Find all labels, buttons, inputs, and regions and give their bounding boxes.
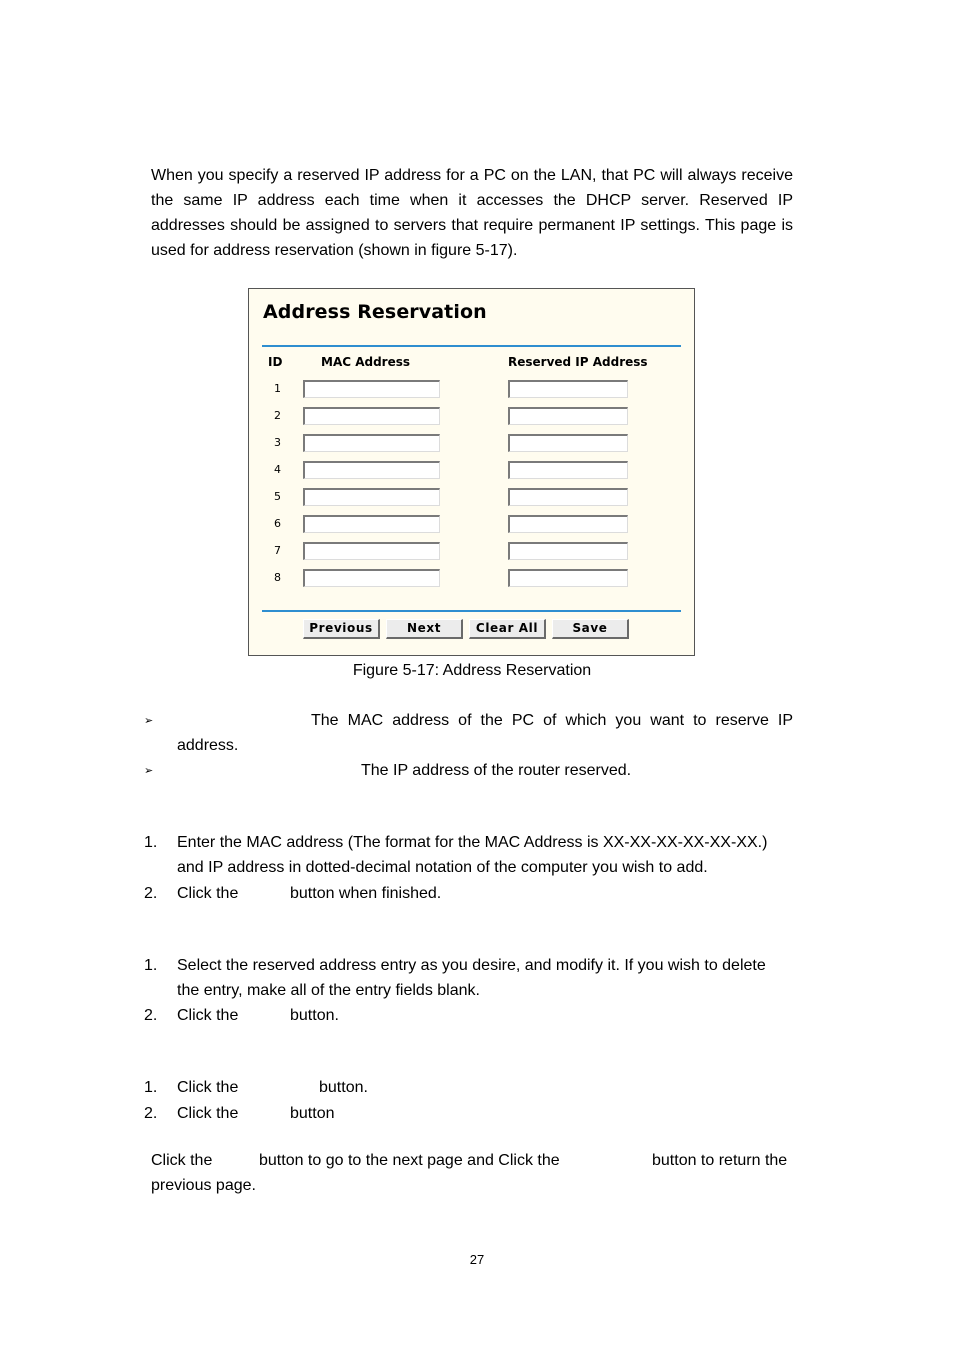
reserved-ip-field[interactable] <box>508 488 628 506</box>
reserved-ip-field[interactable] <box>508 434 628 452</box>
bottom-divider <box>262 610 681 612</box>
row-id: 2 <box>274 409 281 422</box>
modify-step-2-text: Click the <box>177 1007 239 1024</box>
add-step-1-text-cont: and IP address in dotted-decimal notation of the computer you wish to add. <box>177 859 708 876</box>
table-row <box>249 407 696 434</box>
column-header-id: ID <box>268 355 283 369</box>
row-id: 5 <box>274 490 281 503</box>
table-row <box>249 380 696 407</box>
delete-step-1-text: Click the <box>177 1079 239 1096</box>
mac-address-field[interactable] <box>303 542 440 560</box>
step-number: 2. <box>144 1105 158 1122</box>
bullet-mac-text-cont: address. <box>177 737 239 754</box>
column-header-ip: Reserved IP Address <box>508 355 648 369</box>
row-id: 7 <box>274 544 281 557</box>
mac-address-field[interactable] <box>303 569 440 587</box>
page-number: 27 <box>469 1252 485 1267</box>
bullet-arrow-icon: ➢ <box>144 715 154 727</box>
reserved-ip-field[interactable] <box>508 380 628 398</box>
intro-paragraph: When you specify a reserved IP address for a PC on the LAN, that PC will always receive the same IP address each time when it accesses the DHCP server. Reserved IP addresses should be assigned to servers that require permanent IP settings. This page is used for address reservation (shown in figure 5-17). <box>151 167 793 259</box>
bullet-ip-text: The IP address of the router reserved. <box>361 762 632 779</box>
row-id: 4 <box>274 463 281 476</box>
next-button[interactable]: Next <box>386 619 463 639</box>
mac-address-field[interactable] <box>303 407 440 425</box>
column-header-mac: MAC Address <box>321 355 411 369</box>
reserved-ip-field[interactable] <box>508 407 628 425</box>
panel-title: Address Reservation <box>263 301 487 323</box>
address-reservation-panel <box>248 288 695 656</box>
mac-address-field[interactable] <box>303 380 440 398</box>
table-row <box>249 434 696 461</box>
reserved-ip-field[interactable] <box>508 515 628 533</box>
table-row <box>249 515 696 542</box>
bullet-mac-text: The MAC address of the PC of which you want to reserve IP <box>311 712 793 729</box>
top-divider <box>262 345 681 347</box>
figure-caption: Figure 5-17: Address Reservation <box>352 662 592 679</box>
step-number: 1. <box>144 834 158 851</box>
step-number: 1. <box>144 1079 158 1096</box>
nav-text-middle: button to go to the next page and Click the <box>259 1152 560 1169</box>
reserved-ip-field[interactable] <box>508 542 628 560</box>
reserved-ip-field[interactable] <box>508 461 628 479</box>
modify-step-1-text: Select the reserved address entry as you desire, and modify it. If you wish to delete <box>177 957 766 974</box>
step-number: 1. <box>144 957 158 974</box>
nav-text-end: button to return the <box>652 1152 788 1169</box>
row-id: 8 <box>274 571 281 584</box>
save-button[interactable]: Save <box>552 619 629 639</box>
row-id: 3 <box>274 436 281 449</box>
table-row <box>249 488 696 515</box>
mac-address-field[interactable] <box>303 434 440 452</box>
step-number: 2. <box>144 885 158 902</box>
clear-all-button[interactable]: Clear All <box>469 619 546 639</box>
nav-text-cont: previous page. <box>151 1177 256 1194</box>
mac-address-field[interactable] <box>303 461 440 479</box>
delete-step-1-text-end: button. <box>319 1079 368 1096</box>
add-step-2-text-end: button when finished. <box>290 885 442 902</box>
mac-address-field[interactable] <box>303 515 440 533</box>
delete-step-2-text: Click the <box>177 1105 239 1122</box>
modify-step-1-text-cont: the entry, make all of the entry fields blank. <box>177 982 480 999</box>
reserved-ip-field[interactable] <box>508 569 628 587</box>
table-row <box>249 461 696 488</box>
previous-button[interactable]: Previous <box>303 619 380 639</box>
table-row <box>249 569 696 596</box>
table-row <box>249 542 696 569</box>
nav-text-start: Click the <box>151 1152 213 1169</box>
row-id: 6 <box>274 517 281 530</box>
delete-step-2-text-end: button <box>290 1105 335 1122</box>
step-number: 2. <box>144 1007 158 1024</box>
add-step-2-text: Click the <box>177 885 239 902</box>
modify-step-2-text-end: button. <box>290 1007 339 1024</box>
row-id: 1 <box>274 382 281 395</box>
bullet-arrow-icon: ➢ <box>144 765 154 777</box>
add-step-1-text: Enter the MAC address (The format for the MAC Address is XX-XX-XX-XX-XX-XX.) <box>177 834 768 851</box>
mac-address-field[interactable] <box>303 488 440 506</box>
